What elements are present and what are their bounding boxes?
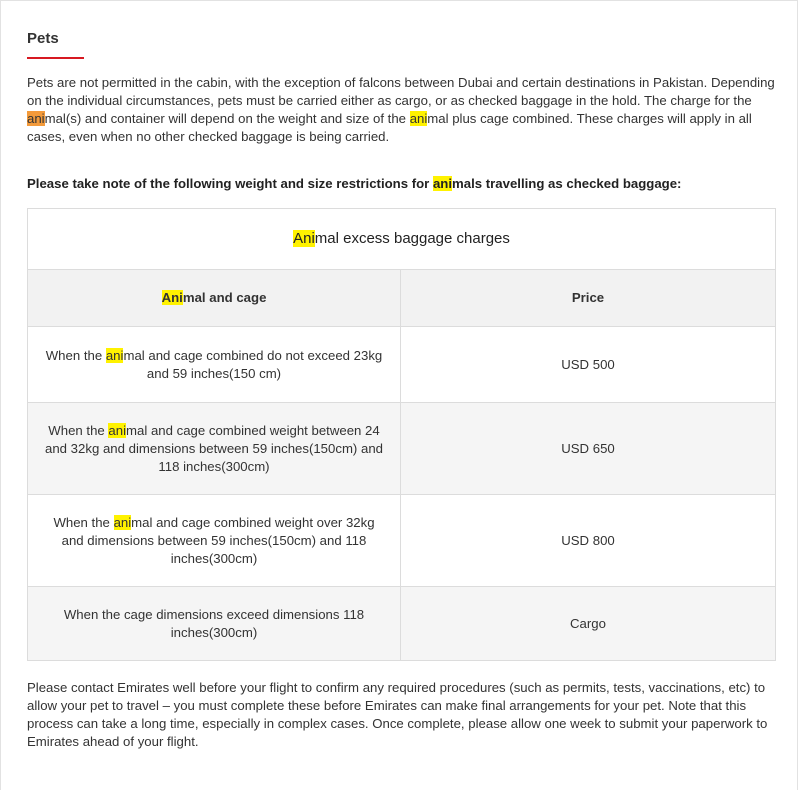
title-underline — [27, 57, 84, 59]
search-highlight: ani — [113, 514, 132, 530]
note-text-2: mals travelling as checked baggage: — [452, 176, 682, 191]
condition-text: When the cage dimensions exceed dimensions 118 inches(300cm) — [63, 606, 365, 640]
column-header-animal-cage — [28, 270, 401, 327]
restrictions-note — [27, 176, 787, 191]
table-row — [28, 495, 776, 587]
search-highlight: ani — [409, 111, 428, 126]
condition-cell — [28, 327, 401, 403]
condition-cell — [28, 403, 401, 495]
search-highlight: ani — [105, 347, 124, 363]
intro-paragraph — [27, 74, 777, 146]
table-row — [28, 327, 776, 403]
table-caption — [28, 209, 776, 270]
search-highlight: ani — [108, 422, 127, 438]
condition-text: When the — [48, 422, 109, 438]
condition-text: When the — [53, 514, 114, 530]
condition-text: When the — [45, 347, 106, 363]
column-header-price: Price — [401, 270, 776, 327]
intro-text-2: mal(s) and container will depend on the weight and size of the — [44, 111, 410, 126]
price-cell: Cargo — [401, 587, 776, 661]
note-text-1: Please take note of the following weight and size restrictions for — [27, 176, 433, 191]
table-row — [28, 587, 776, 661]
search-highlight: ani — [432, 176, 453, 191]
condition-text: mal and cage combined do not exceed 23kg and 59 inches(150 cm) — [123, 347, 383, 381]
intro-text-1: Pets are not permitted in the cabin, with the exception of falcons between Dubai and certain destinations in Pakistan. Depending on the individual circumstances, pets must be carried either as cargo, or as checked baggage in the hold. The charge for the — [27, 75, 775, 108]
intro-text-3: mal plus cage combined. These charges will apply in all cases, even when no other checked baggage is being carried. — [27, 111, 752, 144]
caption-text: mal excess baggage charges — [314, 230, 510, 247]
search-highlight-current: ani — [27, 111, 45, 126]
search-highlight: Ani — [293, 230, 315, 247]
price-cell: USD 650 — [401, 403, 776, 495]
footer-paragraph: Please contact Emirates well before your flight to confirm any required procedures (such as permits, tests, vaccinations, etc) to allow your pet to travel – you must complete these before Emirates can make final arrangements for your pet. Note that this process can take a long time, especially in complex cases. Once complete, please allow one week to submit your paperwork to Emirates ahead of your flight. — [27, 680, 768, 749]
condition-text: mal and cage combined weight between 24 and 32kg and dimensions between 59 inches(150cm) and 118 inches(300cm) — [45, 422, 383, 474]
table-header-row — [28, 270, 776, 327]
animal-charges-table — [27, 208, 776, 661]
condition-cell — [28, 495, 401, 587]
price-cell: USD 800 — [401, 495, 776, 587]
column-header-text: mal and cage — [182, 290, 267, 305]
condition-cell — [28, 587, 401, 661]
section-title: Pets — [27, 30, 59, 47]
price-cell: USD 500 — [401, 327, 776, 403]
condition-text: mal and cage combined weight over 32kg and dimensions between 59 inches(150cm) and 118 inches(300cm) — [61, 514, 375, 566]
table-caption-row — [28, 209, 776, 270]
table-row — [28, 403, 776, 495]
search-highlight: Ani — [161, 290, 183, 305]
